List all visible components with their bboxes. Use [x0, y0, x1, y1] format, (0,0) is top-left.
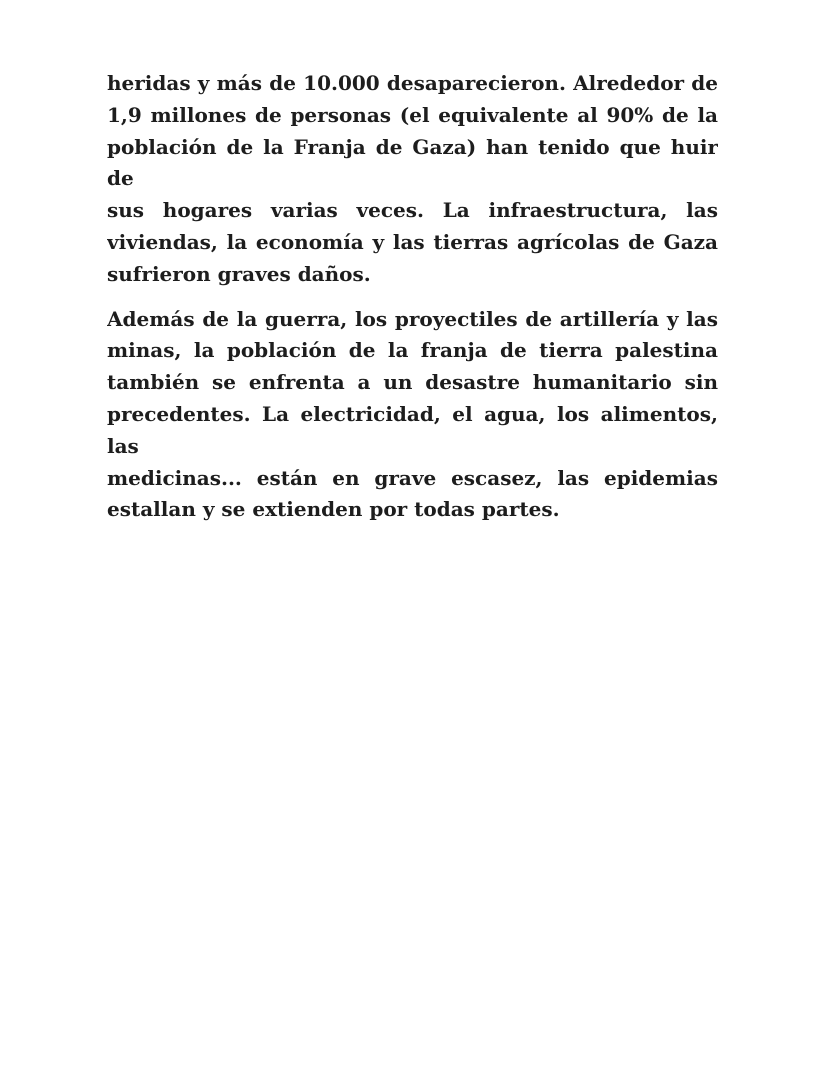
text-line: población de la Franja de Gaza) han tenido que huir de	[107, 134, 718, 191]
text-block	[107, 68, 718, 539]
text-line: estallan y se extienden por todas partes.	[107, 497, 560, 522]
text-line: medicinas... están en grave escasez, las epidemias	[107, 465, 718, 490]
text-line: también se enfrenta a un desastre humanitario sin	[107, 370, 718, 395]
paragraph	[107, 68, 718, 291]
text-line: 1,9 millones de personas (el equivalente al 90% de la	[107, 102, 718, 127]
text-line: sus hogares varias veces. La infraestructura, las	[107, 198, 718, 223]
text-line: Además de la guerra, los proyectiles de artillería y las	[107, 306, 718, 331]
text-line: minas, la población de la franja de tierra palestina	[107, 338, 718, 363]
text-line: heridas y más de 10.000 desaparecieron. Alrededor de	[107, 71, 718, 95]
text-line: viviendas, la economía y las tierras agrícolas de Gaza	[107, 229, 718, 254]
text-line: sufrieron graves daños.	[107, 261, 371, 286]
paragraph	[107, 304, 718, 527]
text-line: precedentes. La electricidad, el agua, los alimentos, las	[107, 401, 718, 458]
